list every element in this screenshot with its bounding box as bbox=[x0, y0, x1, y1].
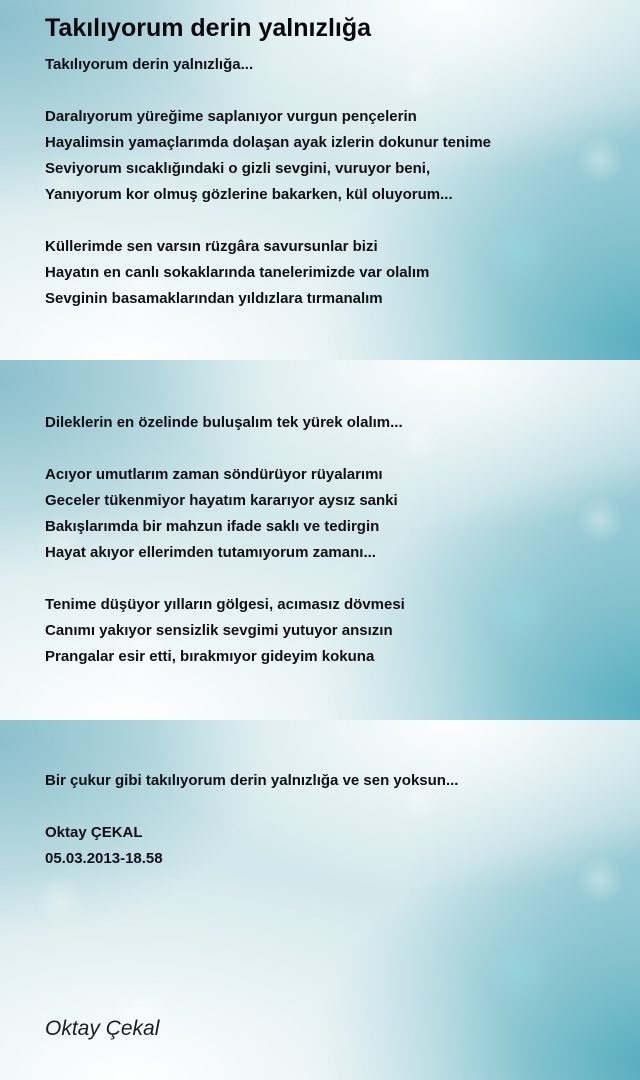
poem-line: Hayat akıyor ellerimden tutamıyorum zamanı... bbox=[45, 544, 376, 561]
poem-line: Sevginin basamaklarından yıldızlara tırmanalım bbox=[45, 290, 383, 307]
poem-line: Daralıyorum yüreğime saplanıyor vurgun pençelerin bbox=[45, 108, 417, 125]
poem-body bbox=[45, 52, 612, 872]
author-name: Oktay ÇEKAL bbox=[45, 824, 143, 841]
stanza-5 bbox=[45, 592, 612, 670]
poem-line: Tenime düşüyor yılların gölgesi, acımasız dövmesi bbox=[45, 596, 405, 613]
poem-line: Hayatın en canlı sokaklarında tanelerimizde var olalım bbox=[45, 264, 430, 281]
poem-line: Acıyor umutlarım zaman söndürüyor rüyalarımı bbox=[45, 466, 383, 483]
poem-line: Dileklerin en özelinde buluşalım tek yürek olalım... bbox=[45, 414, 403, 431]
poem-timestamp: 05.03.2013-18.58 bbox=[45, 850, 163, 867]
stanza-opening bbox=[45, 52, 612, 78]
stanza-4 bbox=[45, 462, 612, 566]
stanza-1 bbox=[45, 104, 612, 208]
poem-line: Yanıyorum kor olmuş gözlerine bakarken, kül oluyorum... bbox=[45, 186, 453, 203]
poem-line: Küllerimde sen varsın rüzgâra savursunlar bizi bbox=[45, 238, 378, 255]
poem-line: Canımı yakıyor sensizlik sevgimi yutuyor ansızın bbox=[45, 622, 393, 639]
poem-line: Seviyorum sıcaklığındaki o gizli sevgini, vuruyor beni, bbox=[45, 160, 431, 177]
poem-title: Takılıyorum derin yalnızlığa bbox=[45, 14, 372, 42]
poem-line: Geceler tükenmiyor hayatım kararıyor aysız sanki bbox=[45, 492, 398, 509]
stanza-2 bbox=[45, 234, 612, 312]
poem-line: Hayalimsin yamaçlarımda dolaşan ayak izlerin dokunur tenime bbox=[45, 134, 492, 151]
poem-line: Takılıyorum derin yalnızlığa... bbox=[45, 56, 254, 73]
poem-line: Bakışlarımda bir mahzun ifade saklı ve tedirgin bbox=[45, 518, 380, 535]
author-signature: Oktay Çekal bbox=[45, 1017, 160, 1040]
poem-line: Prangalar esir etti, bırakmıyor gideyim kokuna bbox=[45, 648, 375, 665]
poem-line: Bir çukur gibi takılıyorum derin yalnızlığa ve sen yoksun... bbox=[45, 772, 459, 789]
stanza-closing bbox=[45, 768, 612, 794]
author-block bbox=[45, 820, 612, 872]
stanza-3 bbox=[45, 410, 612, 436]
